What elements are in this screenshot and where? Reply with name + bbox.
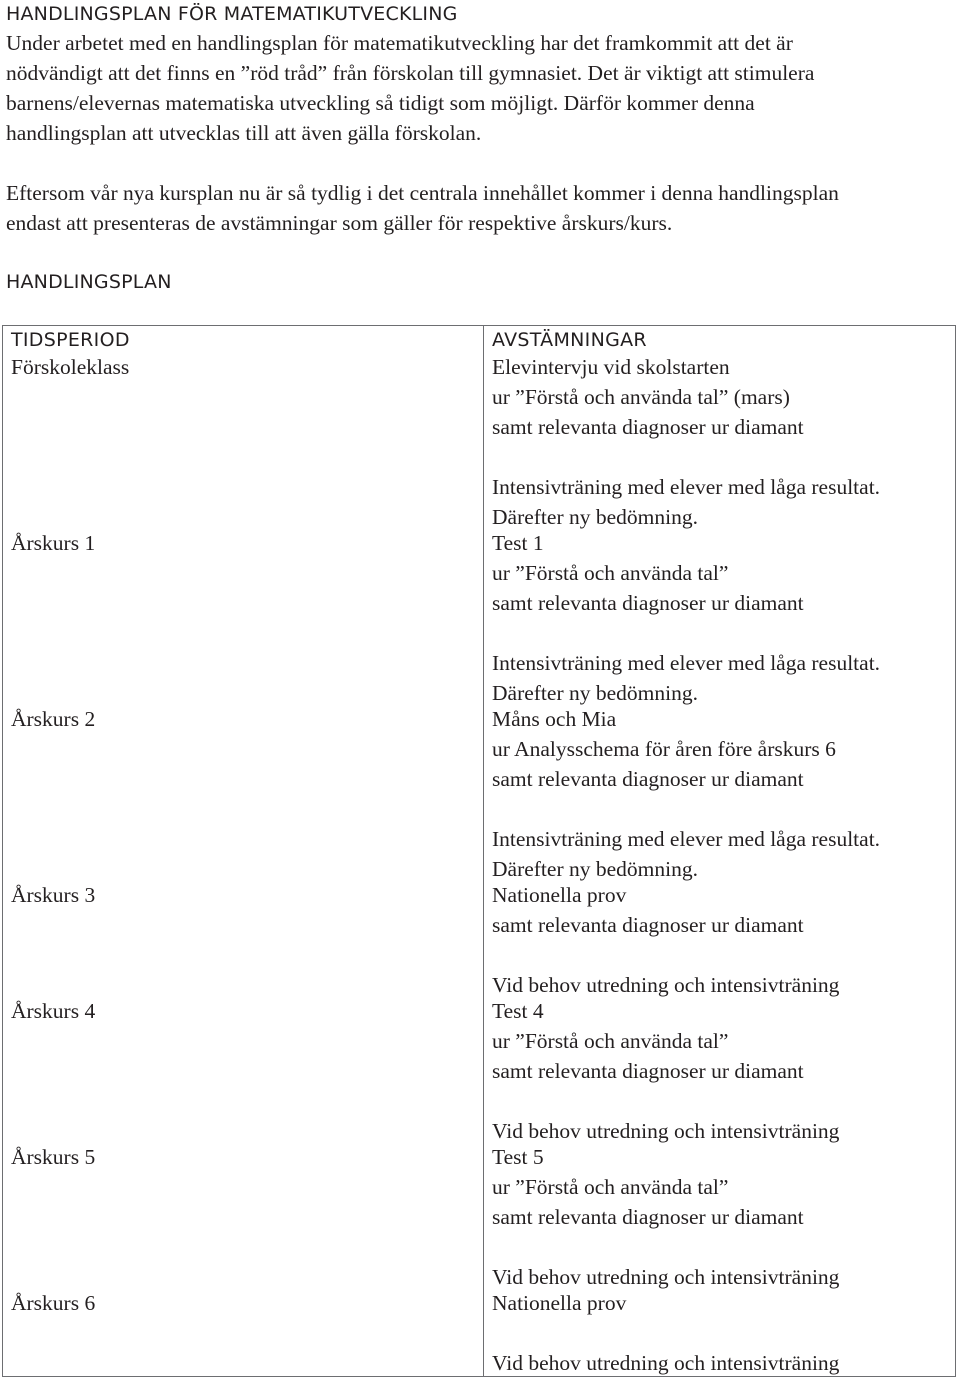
checkpoint-line: ur ”Förstå och använda tal”: [492, 1029, 729, 1053]
period-cell: Årskurs 4: [11, 999, 96, 1023]
checkpoint-line: Intensivträning med elever med låga resultat.: [492, 827, 881, 851]
action-plan-table: [2, 325, 956, 1377]
column-header-period: TIDSPERIOD: [11, 329, 130, 351]
checkpoint-line: ur Analysschema för åren före årskurs 6: [492, 737, 836, 761]
checkpoint-cell: [492, 528, 880, 708]
column-header-checkpoints: AVSTÄMNINGAR: [492, 329, 647, 351]
checkpoint-line: Vid behov utredning och intensivträning: [492, 1265, 840, 1289]
checkpoint-line: [492, 940, 839, 970]
checkpoint-line: [492, 442, 880, 472]
checkpoint-cell: [492, 1288, 839, 1378]
checkpoint-line: Nationella prov: [492, 883, 627, 907]
checkpoint-line: [492, 618, 880, 648]
checkpoint-line: ur ”Förstå och använda tal” (mars): [492, 385, 790, 409]
page-heading: HANDLINGSPLAN FÖR MATEMATIKUTVECKLING: [6, 3, 458, 25]
checkpoint-line: Test 4: [492, 999, 544, 1023]
checkpoint-line: [492, 1086, 839, 1116]
checkpoint-line: Vid behov utredning och intensivträning: [492, 1351, 840, 1375]
checkpoint-line: Intensivträning med elever med låga resultat.: [492, 475, 881, 499]
checkpoint-line: [492, 1318, 839, 1348]
section-heading: HANDLINGSPLAN: [6, 271, 172, 293]
period-cell: Årskurs 1: [11, 531, 96, 555]
checkpoint-line: samt relevanta diagnoser ur diamant: [492, 591, 804, 615]
checkpoint-line: Vid behov utredning och intensivträning: [492, 973, 840, 997]
checkpoint-line: [492, 1232, 839, 1262]
checkpoint-line: Elevintervju vid skolstarten: [492, 355, 730, 379]
checkpoint-line: samt relevanta diagnoser ur diamant: [492, 1205, 804, 1229]
column-divider: [483, 326, 484, 1376]
checkpoint-line: Därefter ny bedömning.: [492, 505, 698, 529]
checkpoint-line: Vid behov utredning och intensivträning: [492, 1119, 840, 1143]
checkpoint-line: samt relevanta diagnoser ur diamant: [492, 767, 804, 791]
checkpoint-line: Intensivträning med elever med låga resultat.: [492, 651, 881, 675]
checkpoint-line: Därefter ny bedömning.: [492, 857, 698, 881]
checkpoint-line: Nationella prov: [492, 1291, 627, 1315]
checkpoint-line: ur ”Förstå och använda tal”: [492, 1175, 729, 1199]
intro-line: nödvändigt att det finns en ”röd tråd” från förskolan till gymnasiet. Det är viktigt att stimulera: [6, 61, 815, 85]
period-cell: Årskurs 6: [11, 1291, 96, 1315]
period-cell: Årskurs 5: [11, 1145, 96, 1169]
checkpoint-cell: [492, 1142, 839, 1292]
checkpoint-cell: [492, 880, 839, 1000]
curriculum-paragraph: [6, 178, 951, 238]
checkpoint-line: samt relevanta diagnoser ur diamant: [492, 913, 804, 937]
period-cell: Förskoleklass: [11, 355, 130, 379]
checkpoint-line: samt relevanta diagnoser ur diamant: [492, 1059, 804, 1083]
checkpoint-line: Måns och Mia: [492, 707, 617, 731]
checkpoint-cell: [492, 996, 839, 1146]
period-cell: Årskurs 2: [11, 707, 96, 731]
intro-line: handlingsplan att utvecklas till att även gälla förskolan.: [6, 121, 482, 145]
checkpoint-line: Test 1: [492, 531, 544, 555]
checkpoint-line: samt relevanta diagnoser ur diamant: [492, 415, 804, 439]
checkpoint-line: Test 5: [492, 1145, 544, 1169]
checkpoint-line: ur ”Förstå och använda tal”: [492, 561, 729, 585]
curriculum-line: Eftersom vår nya kursplan nu är så tydlig i det centrala innehållet kommer i denna handlingsplan: [6, 181, 839, 205]
curriculum-line: endast att presenteras de avstämningar som gäller för respektive årskurs/kurs.: [6, 211, 673, 235]
checkpoint-line: Därefter ny bedömning.: [492, 681, 698, 705]
checkpoint-cell: [492, 352, 880, 532]
checkpoint-line: [492, 794, 880, 824]
intro-line: Under arbetet med en handlingsplan för matematikutveckling har det framkommit att det är: [6, 31, 793, 55]
intro-line: barnens/elevernas matematiska utveckling så tidigt som möjligt. Därför kommer denna: [6, 91, 755, 115]
period-cell: Årskurs 3: [11, 883, 96, 907]
checkpoint-cell: [492, 704, 880, 884]
intro-paragraph: [6, 28, 951, 148]
